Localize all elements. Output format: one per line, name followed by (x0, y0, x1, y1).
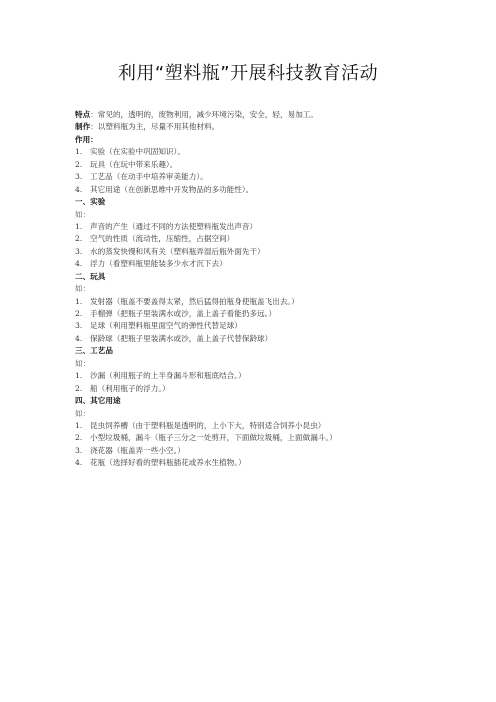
section-example-label: 如： (75, 209, 91, 219)
document-body (75, 109, 435, 470)
list-item: 1. 实验（在实验中巩固知识）。 (75, 147, 185, 157)
list-item: 3. 足球（利用塑料瓶里面空气的弹性代替足球） (75, 321, 242, 331)
section-heading-crafts: 三、工艺品 (75, 346, 113, 356)
make-line (75, 121, 435, 133)
list-item: 3. 工艺品（在动手中培养审美能力）。 (75, 172, 208, 182)
list-item: 2. 玩具（在玩中带来乐趣）。 (75, 159, 178, 169)
section-example-label: 如： (75, 284, 91, 294)
section-example-label: 如： (75, 358, 91, 368)
list-item: 2. 小型垃圾桶，漏斗（瓶子三分之一处剪开，下面做垃圾桶，上面做漏斗。） (75, 433, 337, 443)
features-line (75, 109, 435, 121)
page-title: 利用“塑料瓶”开展科技教育活动 (117, 63, 379, 84)
section-heading-toys: 二、玩具 (75, 271, 106, 281)
list-item: 1. 发射器（瓶盖不要盖得太紧，然后猛得拍瓶身使瓶盖飞出去。） (75, 296, 299, 306)
list-item: 2. 空气的性质（流动性，压缩性，占据空间） (75, 234, 235, 244)
list-item: 4. 保龄球（把瓶子里装满水或沙，盖上盖子代替保龄球） (75, 333, 273, 343)
list-item: 4. 其它用途（在创新思维中开发物品的多功能性）。 (75, 184, 254, 194)
list-item: 1. 昆虫饲养槽（由于塑料瓶是透明的，上小下大，特别适合饲养小昆虫） (75, 420, 326, 430)
list-item: 2. 船（利用瓶子的浮力。） (75, 383, 170, 393)
section-example-label: 如： (75, 408, 91, 418)
features-text: ：常见的，透明的，废物利用，减少环境污染，安全，轻，易加工。 (90, 110, 318, 119)
roles-heading: 作用： (75, 134, 98, 144)
list-item: 3. 浇花器（瓶盖弄一些小空。） (75, 445, 185, 455)
list-item: 1. 声音的产生（通过不同的方法使塑料瓶发出声音） (75, 221, 258, 231)
list-item: 4. 花瓶（选择好看的塑料瓶插花或养水生植物。） (75, 458, 246, 468)
features-label: 特点 (75, 110, 91, 119)
make-text: ：以塑料瓶为主，尽量不用其他材料。 (90, 122, 220, 132)
section-heading-experiment: 一、实验 (75, 197, 106, 207)
list-item: 1. 沙漏（利用瓶子的上半身漏斗形和瓶底结合。） (75, 371, 246, 381)
list-item: 4. 浮力（看塑料瓶里能装多少水才沉下去） (75, 259, 227, 269)
list-item: 2. 手榴弹（把瓶子里装满水或沙，盖上盖子看能扔多远。） (75, 309, 277, 318)
section-heading-other-uses: 四、其它用途 (75, 396, 121, 406)
make-label: 制作 (75, 122, 91, 132)
list-item: 3. 水的蒸发快慢和风有关（塑料瓶弄湿后瓶外面先干） (75, 246, 265, 256)
